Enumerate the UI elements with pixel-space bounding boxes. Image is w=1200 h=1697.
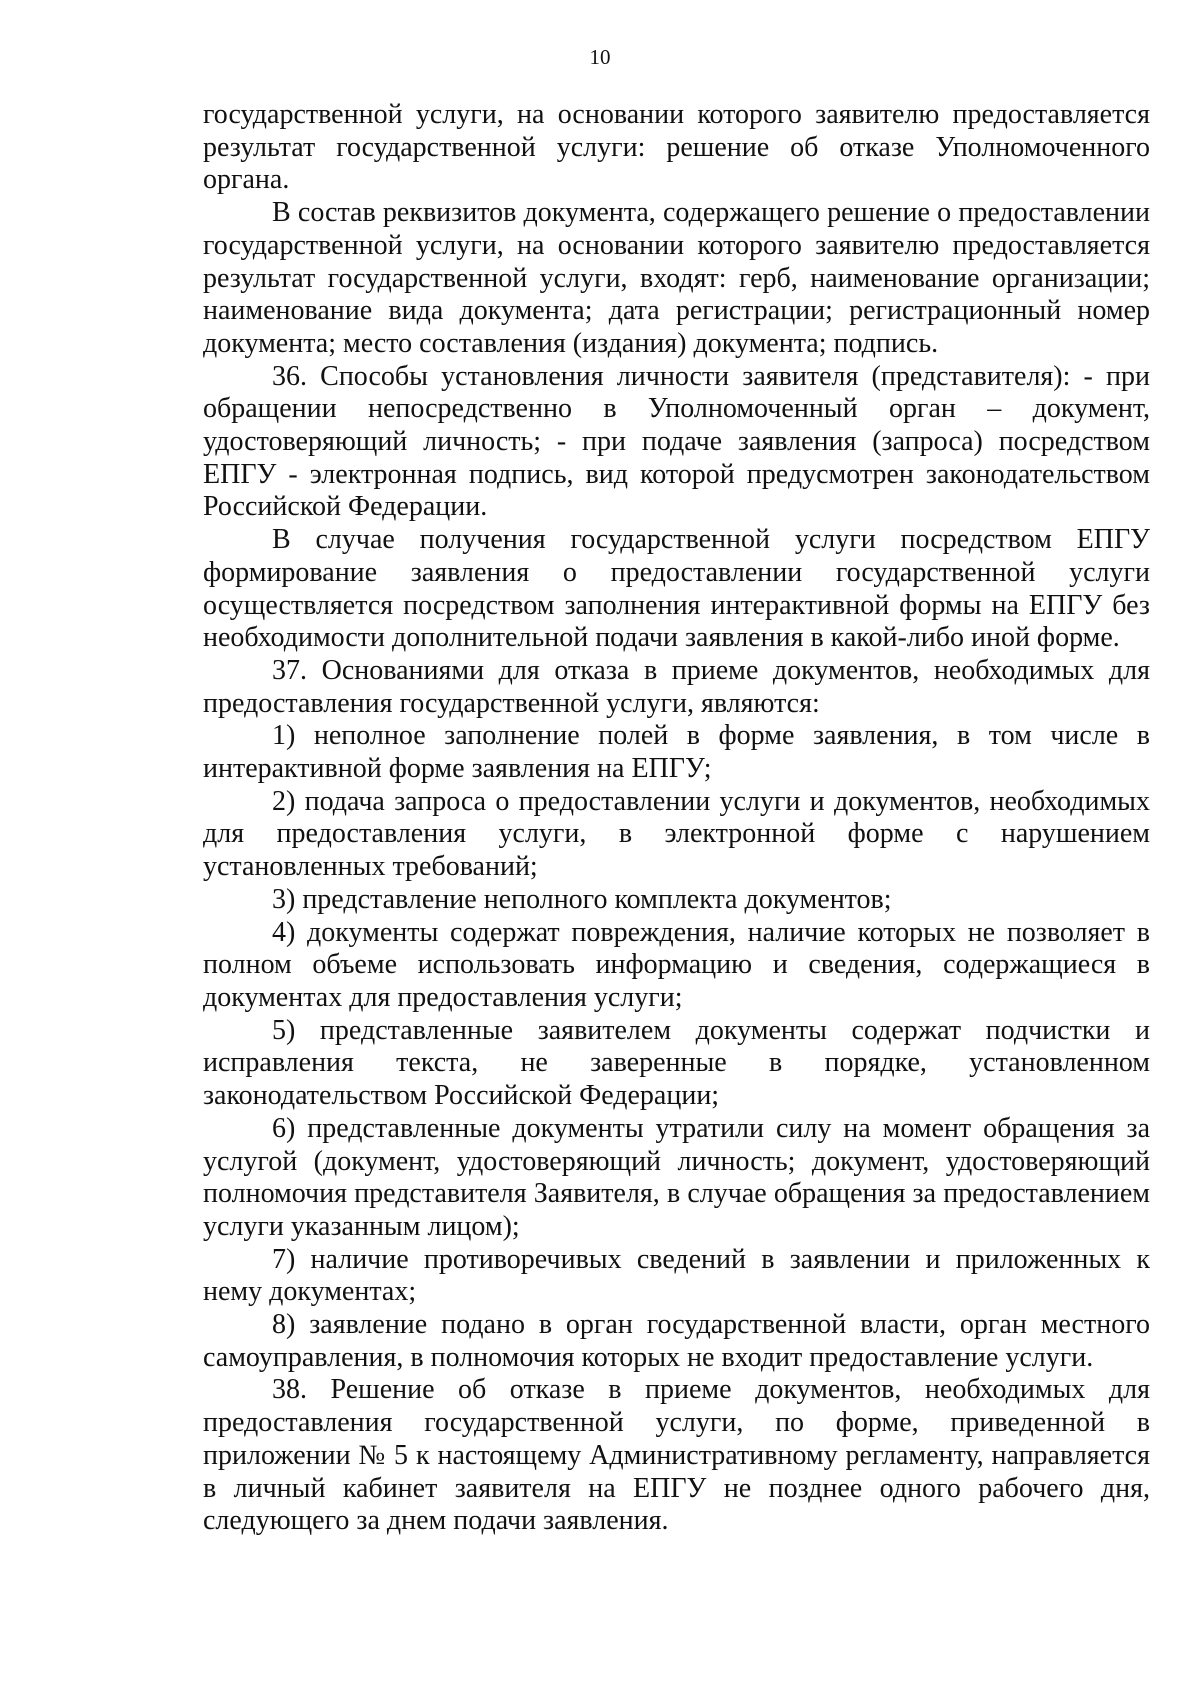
paragraph-37: 37. Основаниями для отказа в приеме документов, необходимых для предоставления государственной услуги, являются: <box>203 654 1150 719</box>
list-item-5: 5) представленные заявителем документы содержат подчистки и исправления текста, не заверенные в порядке, установленном законодательством Российской Федерации; <box>203 1014 1150 1112</box>
list-item-6: 6) представленные документы утратили силу на момент обращения за услугой (документ, удостоверяющий личность; документ, удостоверяющий полномочия представителя Заявителя, в случае обращения за предоставлением услуги указанным лицом); <box>203 1112 1150 1242</box>
page-number: 10 <box>589 45 611 69</box>
document-body <box>203 99 1150 1538</box>
list-item-4: 4) документы содержат повреждения, наличие которых не позволяет в полном объеме использовать информацию и сведения, содержащиеся в документах для предоставления услуги; <box>203 916 1150 1013</box>
list-item-3: 3) представление неполного комплекта документов; <box>272 883 892 915</box>
paragraph-continuation: государственной услуги, на основании которого заявителю предоставляется результат государственной услуги: решение об отказе Уполномоченного органа. <box>203 99 1150 196</box>
paragraph-36: 36. Способы установления личности заявителя (представителя): - при обращении непосредственно в Уполномоченный орган – документ, удостоверяющий личность; - при подаче заявления (запроса) посредством ЕПГУ - электронная подпись, вид которой предусмотрен законодательством Российской Федерации. <box>203 360 1150 523</box>
paragraph-requisites: В состав реквизитов документа, содержащего решение о предоставлении государственной услуги, на основании которого заявителю предоставляется результат государственной услуги, входят: герб, наименование организации; наименование вида документа; дата регистрации; регистрационный номер документа; место составления (издания) документа; подпись. <box>203 197 1150 359</box>
list-item-8: 8) заявление подано в орган государственной власти, орган местного самоуправления, в полномочия которых не входит предоставление услуги. <box>203 1309 1150 1373</box>
list-item-7: 7) наличие противоречивых сведений в заявлении и приложенных к нему документах; <box>203 1243 1150 1308</box>
paragraph-epgu-form: В случае получения государственной услуги посредством ЕПГУ формирование заявления о предоставлении государственной услуги осуществляется посредством заполнения интерактивной формы на ЕПГУ без необходимости дополнительной подачи заявления в какой-либо иной форме. <box>203 524 1150 654</box>
list-item-2: 2) подача запроса о предоставлении услуги и документов, необходимых для предоставления услуги, в электронной форме с нарушением установленных требований; <box>203 785 1150 883</box>
list-item-1: 1) неполное заполнение полей в форме заявления, в том числе в интерактивной форме заявления на ЕПГУ; <box>203 720 1150 785</box>
paragraph-38: 38. Решение об отказе в приеме документов, необходимых для предоставления государственной услуги, по форме, приведенной в приложении № 5 к настоящему Административному регламенту, направляется в личный кабинет заявителя на ЕПГУ не позднее одного рабочего дня, следующего за днем подачи заявления. <box>203 1374 1150 1537</box>
